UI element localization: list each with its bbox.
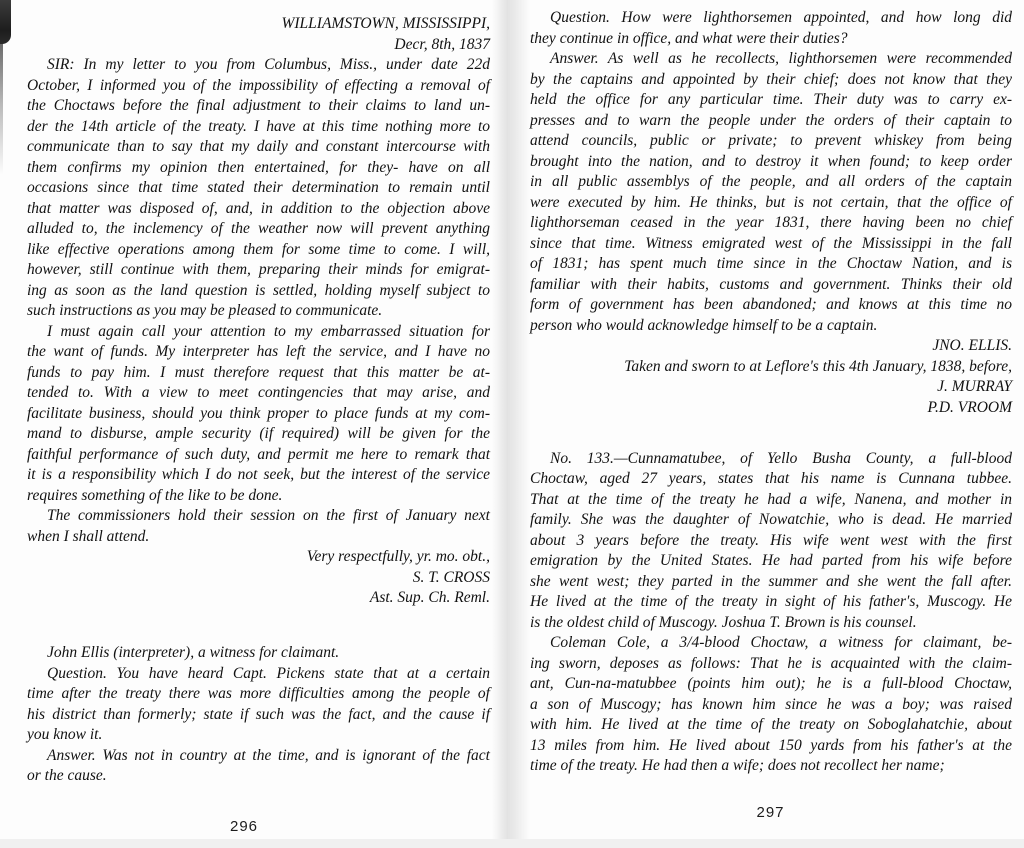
text-line: of 1831; has spent much time since in the Choctaw Nation, and is — [530, 255, 1012, 272]
scan-corner-artifact — [0, 0, 11, 44]
paragraph — [530, 8, 1012, 49]
text-line: they continue in office, and what were their duties? — [530, 29, 848, 47]
text-line: Decr, 8th, 1837 — [394, 35, 490, 53]
text-line: No. 133.—Cunnamatubee, of Yello Busha County, a full-blood — [550, 449, 1012, 467]
text-line: P.D. VROOM — [927, 398, 1012, 416]
text-line: alluded to, the inclemency of the weather now will prevent anything — [27, 220, 490, 237]
text-line: in all public assemblys of the people, and all orders of the captain — [530, 173, 1012, 190]
text-line: Choctaw, aged 27 years, states that his name is Cunnana tubbee. — [530, 470, 1012, 488]
text-line: emigration by the United States. He had parted from his wife before — [530, 552, 1012, 570]
text-line: Ast. Sup. Ch. Reml. — [369, 589, 490, 606]
text-line: were executed by him. He thinks, but is not certain, that the office of — [530, 193, 1012, 211]
text-line: or the cause. — [27, 767, 107, 785]
text-line: mand to disburse, ample security (if required) will be given for the — [27, 425, 490, 442]
text-line: since that time. Witness emigrated west of the Mississippi in the fall — [530, 234, 1012, 252]
paragraph — [530, 49, 1012, 336]
text-line: communicate than to say that my daily and constant intercourse with — [27, 138, 490, 155]
paragraph — [27, 643, 490, 664]
text-line: Very respectfully, yr. mo. obt., — [306, 548, 490, 565]
text-line: a son of Muscogy; has known him since he was a boy; was raised — [530, 695, 1012, 713]
paragraph — [27, 746, 490, 787]
text-line: funds to pay him. I must therefore request that this matter be at- — [27, 363, 490, 381]
text-line: person who would acknowledge himself to be a captain. — [530, 316, 878, 334]
text-line: requires something of the like to be done. — [27, 486, 283, 504]
right-aligned-block — [27, 14, 490, 55]
text-line: Answer. As well as he recollects, lighthorsemen were recommended — [550, 50, 1012, 67]
text-line: about 3 years before the treaty. His wife went west with the first — [530, 531, 1012, 549]
text-line: Question. You have heard Capt. Pickens state that at a certain — [47, 664, 490, 682]
text-line: Taken and sworn to at Leflore's this 4th January, 1838, before, — [624, 357, 1012, 375]
text-line: The commissioners hold their session on the first of January next — [47, 507, 490, 524]
paragraph — [27, 55, 490, 322]
text-line: facilitate business, should you think proper to place funds at my com- — [27, 404, 490, 422]
text-line: the Choctaws before the final adjustment to their claims to land un- — [27, 97, 490, 114]
paragraph — [530, 449, 1012, 634]
right-aligned-block — [530, 336, 1012, 418]
text-line: J. MURRAY — [937, 378, 1012, 395]
text-line: you know it. — [27, 726, 103, 744]
text-line: occasions since that time stated their determination to remain until — [27, 179, 490, 196]
text-line: attend councils, public or private; to prevent whiskey from being — [530, 132, 1012, 149]
right-aligned-block — [27, 547, 490, 609]
paragraph — [27, 506, 490, 547]
text-line: S. T. CROSS — [412, 568, 490, 586]
paragraph — [530, 633, 1012, 777]
text-line: when I shall attend. — [27, 527, 150, 545]
text-line: the want of funds. My interpreter has left the service, and I have no — [27, 343, 490, 360]
text-line: held the office for any particular time. Their duty was to carry ex- — [530, 91, 1012, 108]
text-line: Question. How were lighthorsemen appointed, and how long did — [550, 9, 1012, 26]
text-line: presses and to warn the people under the orders of their captain to — [530, 111, 1012, 129]
page-number-right: 297 — [756, 804, 785, 821]
text-line: such instructions as you may be pleased to communicate. — [27, 302, 383, 319]
text-line: Answer. Was not in country at the time, and is ignorant of the fact — [47, 746, 490, 764]
text-line: ing sworn, deposes as follows: That he is acquainted with the claim- — [530, 654, 1012, 672]
scan-bottom-strip — [0, 839, 1024, 848]
text-line: that matter was disposed of, and, in addition to the objection above — [27, 199, 490, 217]
page-left-text — [27, 14, 490, 787]
text-line: it is a responsibility which I do not seek, but the interest of the service — [27, 466, 490, 483]
text-line: ant, Cun-na-matubbee (points him out); he is a full-blood Choctaw, — [530, 675, 1012, 693]
page-right-text — [530, 8, 1012, 777]
text-line: familiar with their habits, customs and government. Thinks their old — [530, 275, 1012, 293]
text-line: time after the treaty there was more difficulties among the people of — [27, 685, 490, 703]
text-line: 13 miles from him. He lived about 150 yards from his father's at the — [530, 736, 1012, 754]
paragraph — [27, 664, 490, 746]
text-line: ing as soon as the land question is settled, holding myself subject to — [27, 281, 490, 299]
text-line: John Ellis (interpreter), a witness for claimant. — [47, 644, 340, 662]
page-right — [525, 0, 1024, 848]
text-line: she went west; they parted in the summer and she went the fall after. — [530, 572, 1012, 590]
text-line: lighthorseman ceased in the year 1831, there having been no chief — [530, 214, 1012, 231]
text-line: them confirms my opinion then entertained, for they- have on all — [27, 158, 490, 176]
text-line: form of government has been abandoned; and knows at this time no — [530, 296, 1012, 313]
text-line: der the 14th article of the treaty. I have at this time nothing more to — [27, 117, 490, 135]
text-line: with him. He lived at the time of the treaty on Soboglahatchie, about — [530, 716, 1012, 734]
text-line: He lived at the time of the treaty in sight of his father's, Muscogy. He — [530, 593, 1012, 611]
text-line: WILLIAMSTOWN, MISSISSIPPI, — [281, 15, 490, 32]
text-line: his district than formerly; state if such was the fact, and the cause if — [27, 705, 490, 723]
text-line: by the captains and appointed by their chief; does not know that they — [530, 70, 1012, 88]
text-line: SIR: In my letter to you from Columbus, Miss., under date 22d — [47, 56, 490, 73]
text-line: That at the time of the treaty he had a wife, Nanena, and mother in — [530, 490, 1012, 508]
text-line: is the oldest child of Muscogy. Joshua T. Brown is his counsel. — [530, 613, 917, 631]
text-line: time of the treaty. He had then a wife; does not recollect her name; — [530, 757, 945, 775]
paragraph — [27, 322, 490, 507]
text-line: I must again call your attention to my embarrassed situation for — [47, 322, 490, 340]
page-number-left: 296 — [229, 818, 259, 835]
text-line: brought into the nation, and to destroy it when found; to keep order — [530, 152, 1012, 170]
text-line: faithful performance of such duty, and permit me here to remark that — [27, 445, 490, 463]
text-line: however, still continue with them, preparing their minds for emigrat- — [27, 261, 490, 278]
text-line: tended to. With a view to meet contingencies that may arise, and — [27, 384, 490, 401]
text-line: October, I informed you of the impossibility of effecting a removal of — [27, 76, 490, 94]
text-line: like effective operations among them for some time to come. I will, — [27, 240, 490, 258]
text-line: family. She was the daughter of Nowatchie, who is dead. He married — [530, 511, 1012, 529]
page-left — [0, 0, 492, 848]
text-line: Coleman Cole, a 3/4-blood Choctaw, a witness for claimant, be- — [550, 634, 1012, 652]
text-line: JNO. ELLIS. — [932, 337, 1012, 354]
